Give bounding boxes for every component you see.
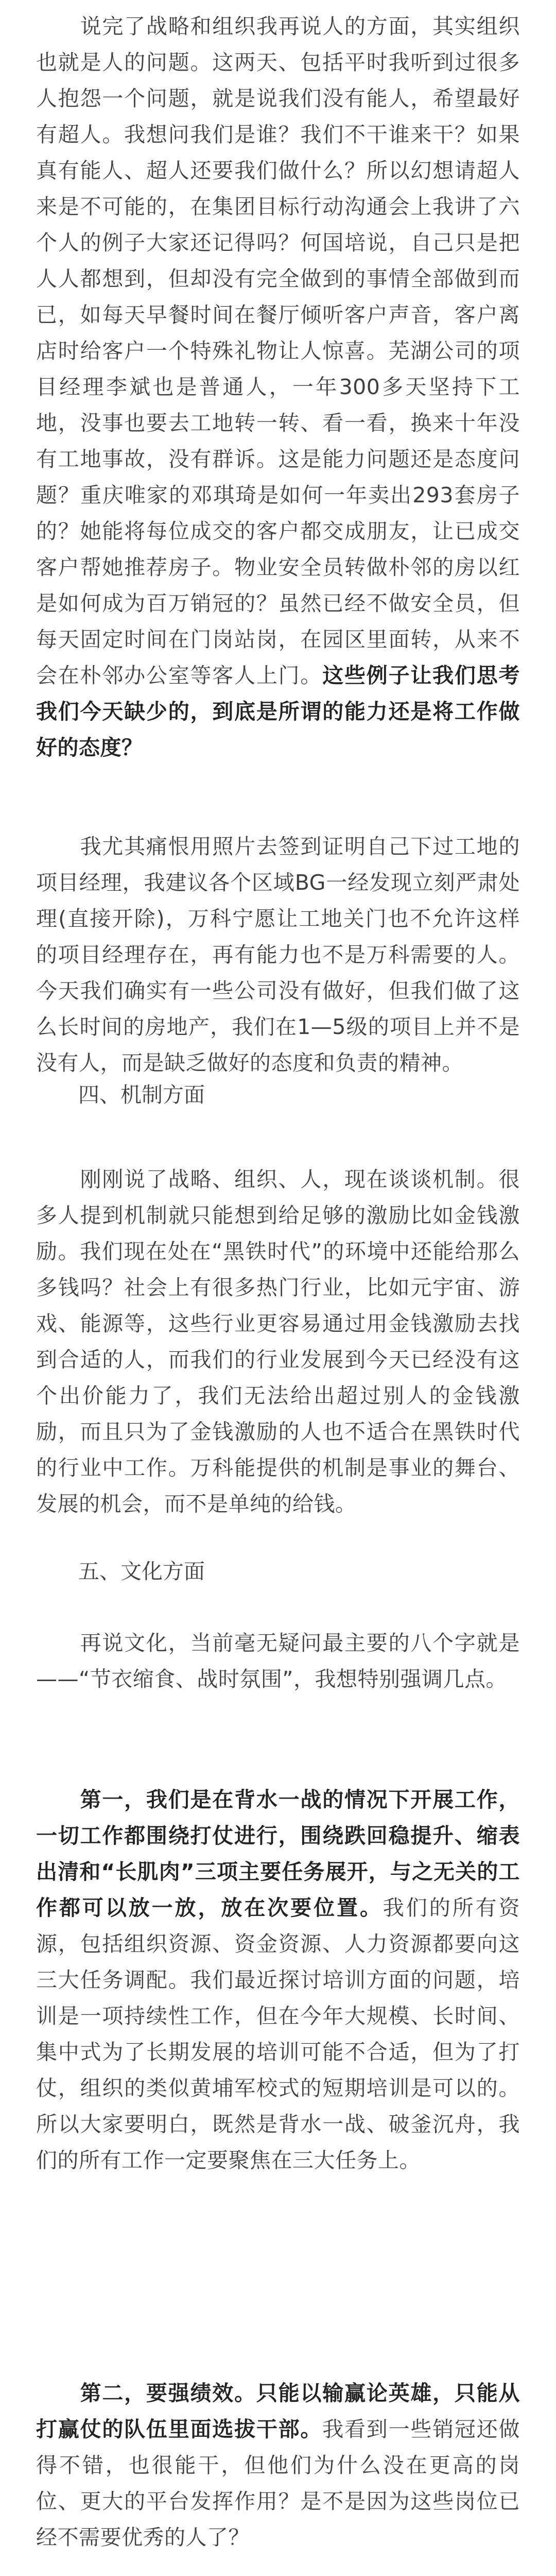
paragraph-point-one-bold: 第一，我们是在背水一战的情况下开展工作，一切工作都围绕打仗进行，围绕跌回稳提升、缩表出清和“长肌肉”三项主要任务展开，与之无关的工作都可以放一放，放在次要位置。 xyxy=(36,1787,520,1920)
paragraph-point-one-text: 我们的所有资源，包括组织资源、资金资源、人力资源都要向这三大任务调配。我们最近探讨培训方面的问题，培训是一项持续性工作，但在今年大规模、长时间、集中式为了长期发展的培训可能不合适，但为了打仗，组织的类似黄埔军校式的短期培训是可以的。所以大家要明白，既然是背水一战、破釜沉舟，我们的所有工作一定要聚焦在三大任务上。 xyxy=(36,1895,520,2173)
section-heading-culture: 五、文化方面 xyxy=(36,1559,205,1584)
paragraph-people-bold: 这些例子让我们思考我们今天缺少的，到底是所谓的能力还是将工作做好的态度？ xyxy=(36,663,520,760)
paragraph-mechanism xyxy=(36,1161,520,1522)
paragraph-point-two-bold: 第二，要强绩效。只能以输赢论英雄，只能从打赢仗的队伍里面选拔干部。 xyxy=(36,2381,520,2442)
section-heading-mechanism: 四、机制方面 xyxy=(36,1082,205,1107)
paragraph-photo-checkin xyxy=(36,828,520,1081)
paragraph-point-one xyxy=(36,1782,520,2178)
paragraph-photo-checkin-text: 我尤其痛恨用照片去签到证明自己下过工地的项目经理，我建议各个区域BG一经发现立刻严肃处理(直接开除)，万科宁愿让工地关门也不允许这样的项目经理存在，再有能力也不是万科需要的人。今天我们确实有一些公司没有做好，但我们做了这么长时间的房地产，我们在1—5级的项目上并不是没有人，而是缺乏做好的态度和负责的精神。 xyxy=(36,834,520,1075)
paragraph-people xyxy=(36,8,520,766)
paragraph-culture-intro-text: 再说文化，当前毫无疑问最主要的八个字就是——“节衣缩食、战时氛围”，我想特别强调几点。 xyxy=(36,1631,520,1691)
paragraph-people-text: 说完了战略和组织我再说人的方面，其实组织也就是人的问题。这两天、包括平时我听到过很多人抱怨一个问题，就是说我们没有能人，希望最好有超人。我想问我们是谁？我们不干谁来干？如果真有能人、超人还要我们做什么？所以幻想请超人来是不可能的，在集团目标行动沟通会上我讲了六个人的例子大家还记得吗？何国培说，自己只是把人人都想到，但却没有完全做到的事情全部做到而已，如每天早餐时间在餐厅倾听客户声音，客户离店时给客户一个特殊礼物让人惊喜。芜湖公司的项目经理李斌也是普通人，一年300多天坚持下工地，没事也要去工地转一转、看一看，换来十年没有工地事故，没有群诉。这是能力问题还是态度问题？重庆唯家的邓琪琦是如何一年卖出293套房子的？她能将每位成交的客户都交成朋友，让已成交客户帮她推荐房子。物业安全员转做朴邻的房以红是如何成为百万销冠的？虽然已经不做安全员，但每天固定时间在门岗站岗，在园区里面转，从来不会在朴邻办公室等客人上门。 xyxy=(36,14,520,688)
paragraph-point-two xyxy=(36,2375,520,2555)
paragraph-point-two-text: 我看到一些销冠还做得不错，也很能干，但他们为什么没在更高的岗位、更大的平台发挥作用？是不是因为这些岗位已经不需要优秀的人了？ xyxy=(36,2417,520,2550)
paragraph-mechanism-text: 刚刚说了战略、组织、人，现在谈谈机制。很多人提到机制就只能想到给足够的激励比如金钱激励。我们现在处在“黑铁时代”的环境中还能给那么多钱吗？社会上有很多热门行业，比如元宇宙、游戏、能源等，这些行业更容易通过用金钱激励去找到合适的人，而我们的行业发展到今天已经没有这个出价能力了，我们无法给出超过别人的金钱激励，而且只为了金钱激励的人也不适合在黑铁时代的行业中工作。万科能提供的机制是事业的舞台、发展的机会，而不是单纯的给钱。 xyxy=(36,1167,520,1516)
paragraph-culture-intro xyxy=(36,1625,520,1697)
